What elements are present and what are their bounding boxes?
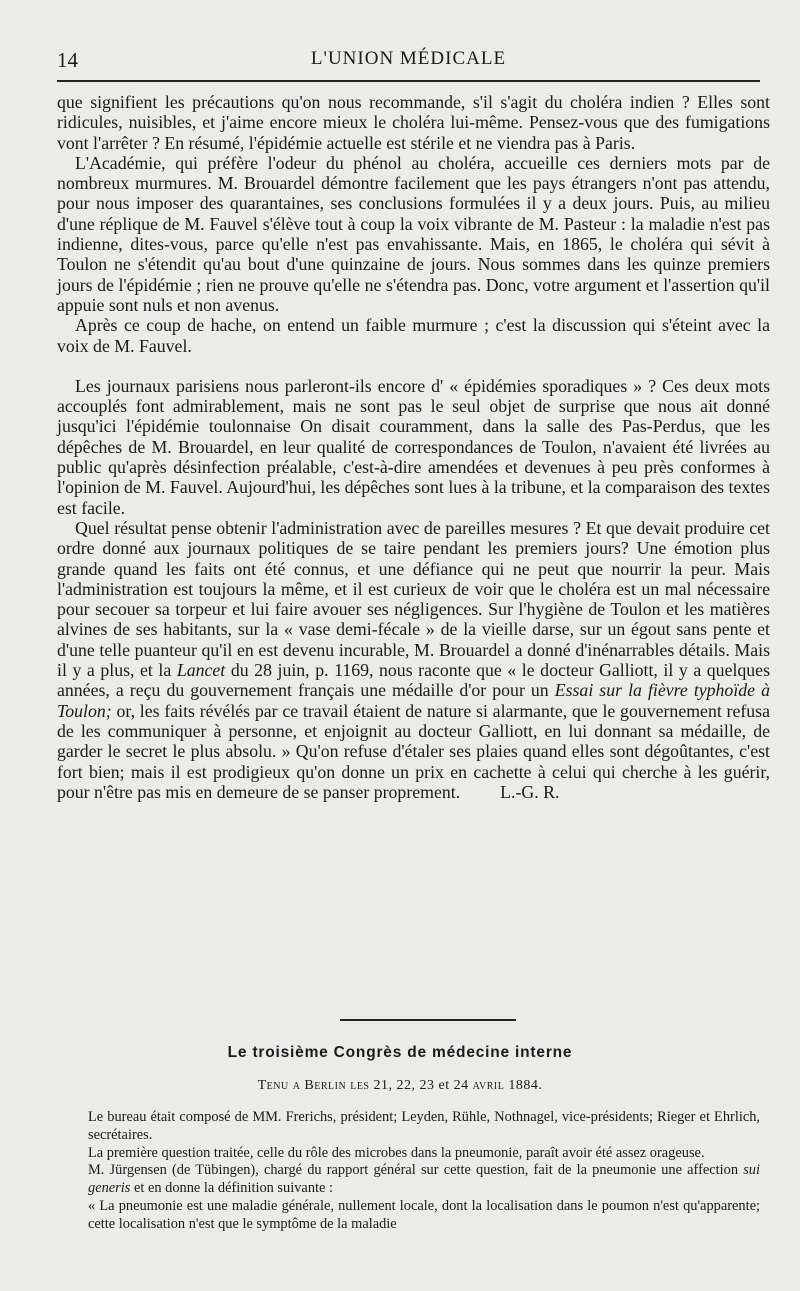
page-number: 14: [57, 48, 78, 72]
subtitle-dates: 21, 22, 23 et 24: [373, 1078, 469, 1093]
paragraph-4: Les journaux parisiens nous parleront-ils encore d' « épidémies sporadiques » ? Ces deux mots accouplés font admirablement, mais ne sont pas le seul objet de surprise que nous ait donné jusqu'ici l'épidémie toulonnaise On disait couramment, dans la salle des Pas-Perdus, que les dépêches de M. Brouardel, en leur qualité de correspondances de Toulon, n'avaient été livrées au public qu'après désinfection préalable, c'est-à-dire amendées et devenues à peu près conformes à l'opinion de M. Fauvel. Aujourd'hui, les dépêches sont lues à la tribune, et la comparaison des textes est facile.: [57, 375, 770, 518]
paragraph-3: Après ce coup de hache, on entend un faible murmure ; c'est la discussion qui s'éteint avec la voix de M. Fauvel.: [57, 315, 770, 356]
subtitle-tail: avril 1884.: [472, 1078, 543, 1093]
article-body: [57, 92, 770, 802]
sui-generis: sui generis: [88, 1162, 760, 1197]
first-question-paragraph: La première question traitée, celle du rôle des microbes dans la pneumonie, paraît avoir été assez orageuse.: [88, 1144, 705, 1161]
paragraph-5-part-a: Quel résultat pense obtenir l'administration avec de pareilles mesures ? Et que devait produire cet ordre donné aux journaux politiques de se taire pendant les premiers jours? Une émotion plus grande quand les faits ont été connus, et une défiance qui ne peut que nourrir la peur. Mais l'administration est toujours la même, et il est curieux de voir que le choléra est un mal nécessaire pour secouer sa torpeur et lui faire avouer ses négligences. Sur l'hygiène de Toulon et les matières alvines de ses habitants, sur la « vase demi-fécale » de la vieille darse, sur un égout sans pente et d'une telle puanteur qu'il en est devenu incurable, M. Brouardel a donné d'inénarrables détails. Mais il y a plus, et la: [57, 517, 770, 681]
subtitle-lead: Tenu a Berlin les: [257, 1078, 370, 1093]
header-rule: [57, 80, 760, 82]
jurgensen-part-b: et en donne la définition suivante :: [130, 1180, 333, 1197]
paragraph-2: L'Académie, qui préfère l'odeur du phénol au choléra, accueille ces derniers mots par de nombreux murmures. M. Brouardel démontre facilement que les pays étrangers n'ont pas attendu, pour nous imposer des quarantaines, ses conclusions formulées il y a deux jours. Puis, au milieu d'une réplique de M. Fauvel s'élève tout à coup la voix vibrante de M. Pasteur : la maladie n'est pas indienne, dites-vous, parce qu'elle n'est pas envahissante. Mais, en 1865, le choléra qui sévit à Toulon ne s'étendit qu'au bout d'une quinzaine de jours. Nous sommes dans les quinze premiers jours de l'épidémie ; rien ne prouve qu'elle ne s'étendra pas. Donc, votre argument et l'assertion qu'il appuie sont nuls et non avenus.: [57, 152, 770, 315]
definition-quote: « La pneumonie est une maladie générale, nullement locale, dont la localisation dans le poumon n'est qu'apparente; cette localisation n'est que le symptôme de la maladie: [88, 1197, 760, 1232]
article-title: Le troisième Congrès de médecine interne: [227, 1044, 573, 1061]
paragraph-5: [57, 518, 770, 802]
jurgensen-part-a: M. Jürgensen (de Tübingen), chargé du rapport général sur cette question, fait de la pneumonie une affection: [88, 1162, 744, 1179]
journal-title: L'UNION MÉDICALE: [310, 48, 507, 69]
running-header: [57, 46, 760, 76]
essay-title: Essai sur la fièvre typhoïde à Toulon;: [57, 680, 770, 721]
paragraph-5-part-c: or, les faits révélés par ce travail étaient de nature si alarmante, que le gouvernement refusa de les communiquer à personne, et enjoignit au docteur Galliott, en lui donnant sa médaille, de garder le secret le plus absolu. » Qu'on refuse d'étaler ses plaies quand elles sont dégoûtantes, c'est fort bien; mais il est prodigieux qu'on donne un prix en cachette à celui qui cherche à les guérir, pour n'être pas mis en demeure de se panser proprement.: [57, 700, 770, 802]
paragraph-5-part-b: du 28 juin, p. 1169, nous raconte que « le docteur Galliott, il y a quelques années, a reçu du gouvernement français une médaille d'or pour un: [57, 660, 770, 701]
lancet-title: Lancet: [176, 660, 226, 681]
paragraph-1: que signifient les précautions qu'on nous recommande, s'il s'agit du choléra indien ? Elles sont ridicules, nuisibles, et j'aime encore mieux le choléra lui-même. Pensez-vous que des fumigations vont l'arrêter ? En résumé, l'épidémie actuelle est stérile et ne viendra pas à Paris.: [57, 92, 770, 153]
section-divider: [340, 1019, 516, 1021]
article-text: [88, 1109, 760, 1234]
jurgensen-paragraph: [88, 1162, 760, 1198]
author-signature: L.-G. R.: [500, 781, 560, 802]
bureau-paragraph: Le bureau était composé de MM. Frerichs, président; Leyden, Rühle, Nothnagel, vice-présidents; Rieger et Ehrlich, secrétaires.: [88, 1109, 760, 1143]
article-subtitle: [0, 1078, 800, 1094]
